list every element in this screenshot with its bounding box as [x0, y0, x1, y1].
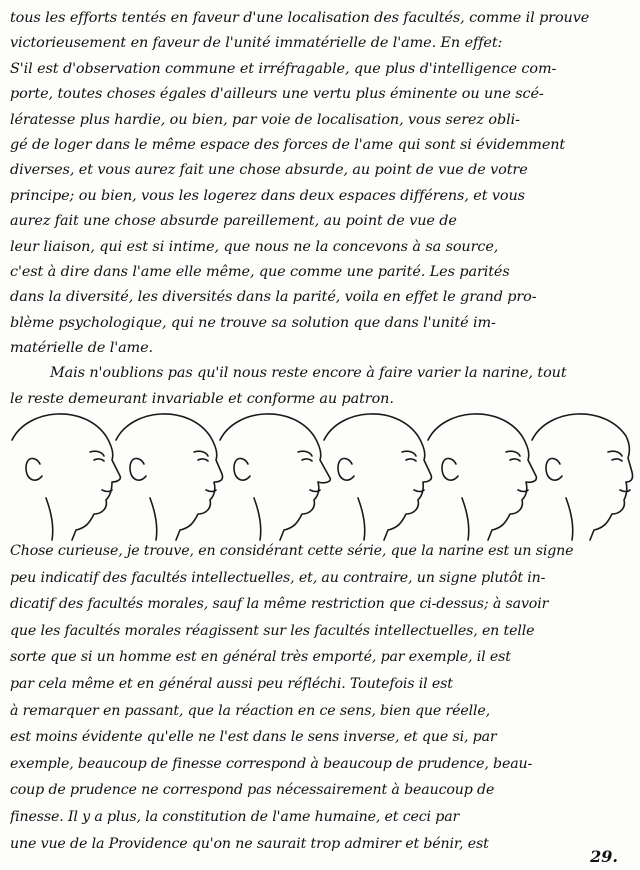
text-line: dicatif des facultés morales, sauf la même restriction que ci-dessus; à savoir [10, 596, 549, 613]
text-line: principe; ou bien, vous les logerez dans deux espaces différens, et vous [10, 187, 525, 204]
profile-sketch [324, 414, 431, 540]
text-line: dans la diversité, les diversités dans la parité, voila en effet le grand pro- [10, 289, 537, 306]
text-line: Chose curieuse, je trouve, en considérant cette série, que la narine est un signe [10, 543, 574, 559]
text-line: gé de loger dans le même espace des forces de l'ame qui sont si évidemment [10, 136, 566, 153]
text-line: S'il est d'observation commune et irréfragable, que plus d'intelligence com- [10, 60, 557, 77]
text-line: blème psychologique, qui ne trouve sa solution que dans l'unité im- [10, 314, 496, 331]
text-line: finesse. Il y a plus, la constitution de l'ame humaine, et ceci par [10, 808, 460, 825]
text-line: le reste demeurant invariable et conforme au patron. [10, 390, 394, 407]
text-line: est moins évidente qu'elle ne l'est dans le sens inverse, et que si, par [10, 729, 497, 746]
profile-sketch [220, 414, 330, 540]
text-line: victorieusement en faveur de l'unité immatérielle de l'ame. En effet: [10, 35, 503, 52]
text-line: par cela même et en général aussi peu réfléchi. Toutefois il est [10, 675, 453, 692]
text-line: diverses, et vous aurez fait une chose absurde, au point de vue de votre [10, 162, 528, 179]
text-line: c'est à dire dans l'ame elle même, que comme une parité. Les parités [10, 263, 510, 280]
profile-sketch [12, 414, 120, 540]
text-line: aurez fait une chose absurde pareillement, au point de vue de [10, 213, 457, 230]
profile-sketches-illustration [6, 402, 634, 542]
text-line: que les facultés morales réagissent sur les facultés intellectuelles, en telle [10, 622, 535, 639]
text-line: sorte que si un homme est en général très emporté, par exemple, il est [10, 649, 511, 666]
text-line: à remarquer en passant, que la réaction en ce sens, bien que réelle, [10, 702, 491, 719]
text-line: porte, toutes choses égales d'ailleurs une vertu plus éminente ou une scé- [10, 86, 544, 103]
text-line: Mais n'oublions pas qu'il nous reste encore à faire varier la narine, tout [50, 365, 567, 382]
text-block-top [10, 6, 632, 412]
text-line: lératesse plus hardie, ou bien, par voie de localisation, vous serez obli- [10, 111, 520, 128]
text-line: une vue de la Providence qu'on ne saurait trop admirer et bénir, est [10, 835, 489, 852]
text-line: leur liaison, qui est si intime, que nous ne la concevons à sa source, [10, 238, 499, 255]
profile-sketch [428, 414, 536, 540]
text-line: matérielle de l'ame. [10, 340, 153, 357]
text-line: coup de prudence ne correspond pas nécessairement à beaucoup de [10, 782, 495, 799]
text-line: exemple, beaucoup de finesse correspond à beaucoup de prudence, beau- [10, 755, 533, 772]
profile-sketch [532, 414, 633, 540]
text-line: peu indicatif des facultés intellectuelles, et, au contraire, un signe plutôt in- [10, 569, 546, 586]
text-line: tous les efforts tentés en faveur d'une localisation des facultés, comme il prouve [10, 10, 590, 26]
page-number: 29. [590, 847, 618, 866]
profile-sketch [116, 414, 223, 540]
text-block-bottom [10, 538, 632, 857]
